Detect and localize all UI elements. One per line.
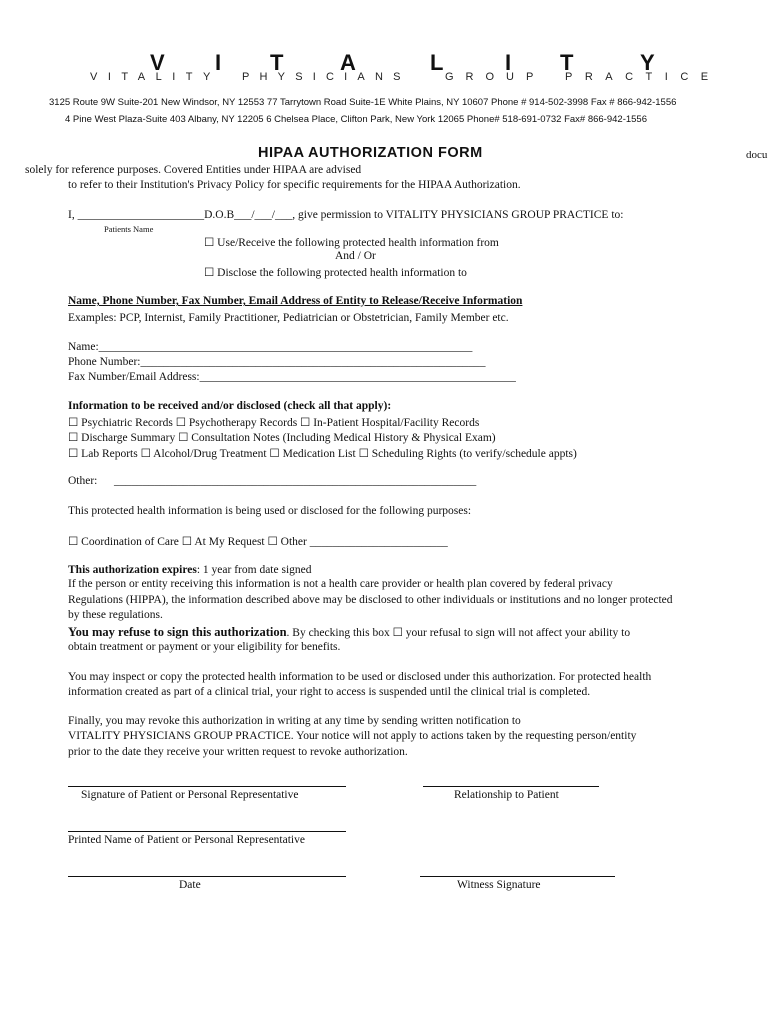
permission-line: I, ______________________D.O.B___/___/___, give permission to VITALITY PHYSICIANS GROUP PRACTICE to: — [68, 209, 624, 221]
expires-value: : 1 year from date signed — [196, 564, 312, 576]
signature-patient-label: Signature of Patient or Personal Representative — [81, 789, 299, 801]
logo-subtitle-group: GROUP — [445, 71, 546, 83]
and-or-label: And / Or — [335, 250, 376, 262]
printed-name-line[interactable] — [68, 831, 346, 832]
purpose-options[interactable]: ☐ Coordination of Care ☐ At My Request ☐ Other ________________________ — [68, 536, 448, 548]
info-heading: Information to be received and/or disclosed (check all that apply): — [68, 400, 392, 412]
date-line[interactable] — [68, 876, 346, 877]
revoke-line-3: prior to the date they receive your written request to revoke authorization. — [68, 746, 408, 758]
purpose-text: This protected health information is being used or disclosed for the following purposes: — [68, 505, 472, 517]
records-row-1[interactable]: ☐ Psychiatric Records ☐ Psychotherapy Records ☐ In-Patient Hospital/Facility Records — [68, 417, 480, 429]
logo-letter-i2: I — [505, 50, 512, 75]
refuse-line-2: obtain treatment or payment or your eligibility for benefits. — [68, 641, 341, 653]
records-row-3[interactable]: ☐ Lab Reports ☐ Alcohol/Drug Treatment ☐ Medication List ☐ Scheduling Rights (to verify/schedule appts) — [68, 448, 577, 460]
entity-heading: Name, Phone Number, Fax Number, Email Address of Entity to Release/Receive Information — [68, 295, 523, 307]
refuse-line — [68, 625, 630, 640]
date-label: Date — [179, 879, 201, 891]
logo-letter-y: Y — [640, 50, 655, 75]
expires-label: This authorization expires — [68, 564, 197, 576]
address-line-2: 4 Pine West Plaza-Suite 403 Albany, NY 12205 6 Chelsea Place, Clifton Park, New York 12065 Phone# 518-691-0732 Fax# 866-942-1556 — [65, 114, 647, 125]
witness-line[interactable] — [420, 876, 615, 877]
intro-line-1: solely for reference purposes. Covered Entities under HIPAA are advised — [25, 164, 362, 176]
patients-name-label: Patients Name — [104, 224, 154, 234]
other-label: Other: — [68, 475, 98, 487]
refuse-bold-text: You may refuse to sign this authorization — [68, 625, 287, 639]
witness-label: Witness Signature — [457, 879, 541, 891]
edge-fragment: docu — [746, 149, 768, 161]
relationship-label: Relationship to Patient — [454, 789, 559, 801]
logo-subtitle-vitality: VITALITY — [90, 71, 221, 83]
examples-text: Examples: PCP, Internist, Family Practitioner, Pediatrician or Obstetrician, Family Member etc. — [68, 312, 509, 324]
revoke-line-1: Finally, you may revoke this authorization in writing at any time by sending written notification to — [68, 715, 521, 727]
logo-letter-a: A — [340, 50, 356, 75]
revoke-line-2: VITALITY PHYSICIANS GROUP PRACTICE. Your notice will not apply to actions taken by the requesting person/entity — [68, 730, 637, 742]
signature-patient-line[interactable] — [68, 786, 346, 787]
logo-subtitle-practice: PRACTICE — [565, 71, 721, 83]
logo-letter-v: V — [150, 50, 165, 75]
privacy-line-3: by these regulations. — [68, 609, 163, 621]
inspect-line-1: You may inspect or copy the protected health information to be used or disclosed under this authorization. For protected health — [68, 671, 652, 683]
name-field[interactable]: Name:_________________________________________________________________ — [68, 341, 473, 353]
logo-subtitle-physicians: PHYSICIANS — [242, 71, 411, 83]
logo-letter-t2: T — [560, 50, 574, 75]
refuse-checkbox-text[interactable]: . By checking this box ☐ your refusal to sign will not affect your ability to — [286, 627, 631, 639]
privacy-line-2: Regulations (HIPPA), the information described above may be disclosed to other individuals or institutions and no longer protected — [68, 594, 673, 606]
logo-letter-t: T — [270, 50, 284, 75]
printed-name-label: Printed Name of Patient or Personal Representative — [68, 834, 305, 846]
option-disclose[interactable]: ☐ Disclose the following protected health information to — [204, 267, 467, 279]
address-line-1: 3125 Route 9W Suite-201 New Windsor, NY 12553 77 Tarrytown Road Suite-1E White Plains, NY 10607 Phone # 914-502-3998 Fax # 866-942-1556 — [49, 97, 677, 108]
phone-field[interactable]: Phone Number:____________________________________________________________ — [68, 356, 486, 368]
fax-email-field[interactable]: Fax Number/Email Address:_______________________________________________________ — [68, 371, 516, 383]
relationship-line[interactable] — [423, 786, 599, 787]
inspect-line-2: information created as part of a clinical trial, your right to access is suspended until the clinical trial is completed. — [68, 686, 591, 698]
other-field[interactable]: _______________________________________________________________ — [114, 475, 477, 487]
intro-line-2: to refer to their Institution's Privacy Policy for specific requirements for the HIPAA Authorization. — [68, 179, 521, 191]
option-use-receive[interactable]: ☐ Use/Receive the following protected health information from — [204, 237, 499, 249]
expires-line — [68, 564, 312, 576]
privacy-line-1: If the person or entity receiving this information is not a health care provider or health plan covered by federal privacy — [68, 578, 613, 590]
logo-letter-i: I — [215, 50, 222, 75]
records-row-2[interactable]: ☐ Discharge Summary ☐ Consultation Notes (Including Medical History & Physical Exam) — [68, 432, 496, 444]
form-title: HIPAA AUTHORIZATION FORM — [258, 145, 483, 161]
logo-letter-l: L — [430, 50, 444, 75]
